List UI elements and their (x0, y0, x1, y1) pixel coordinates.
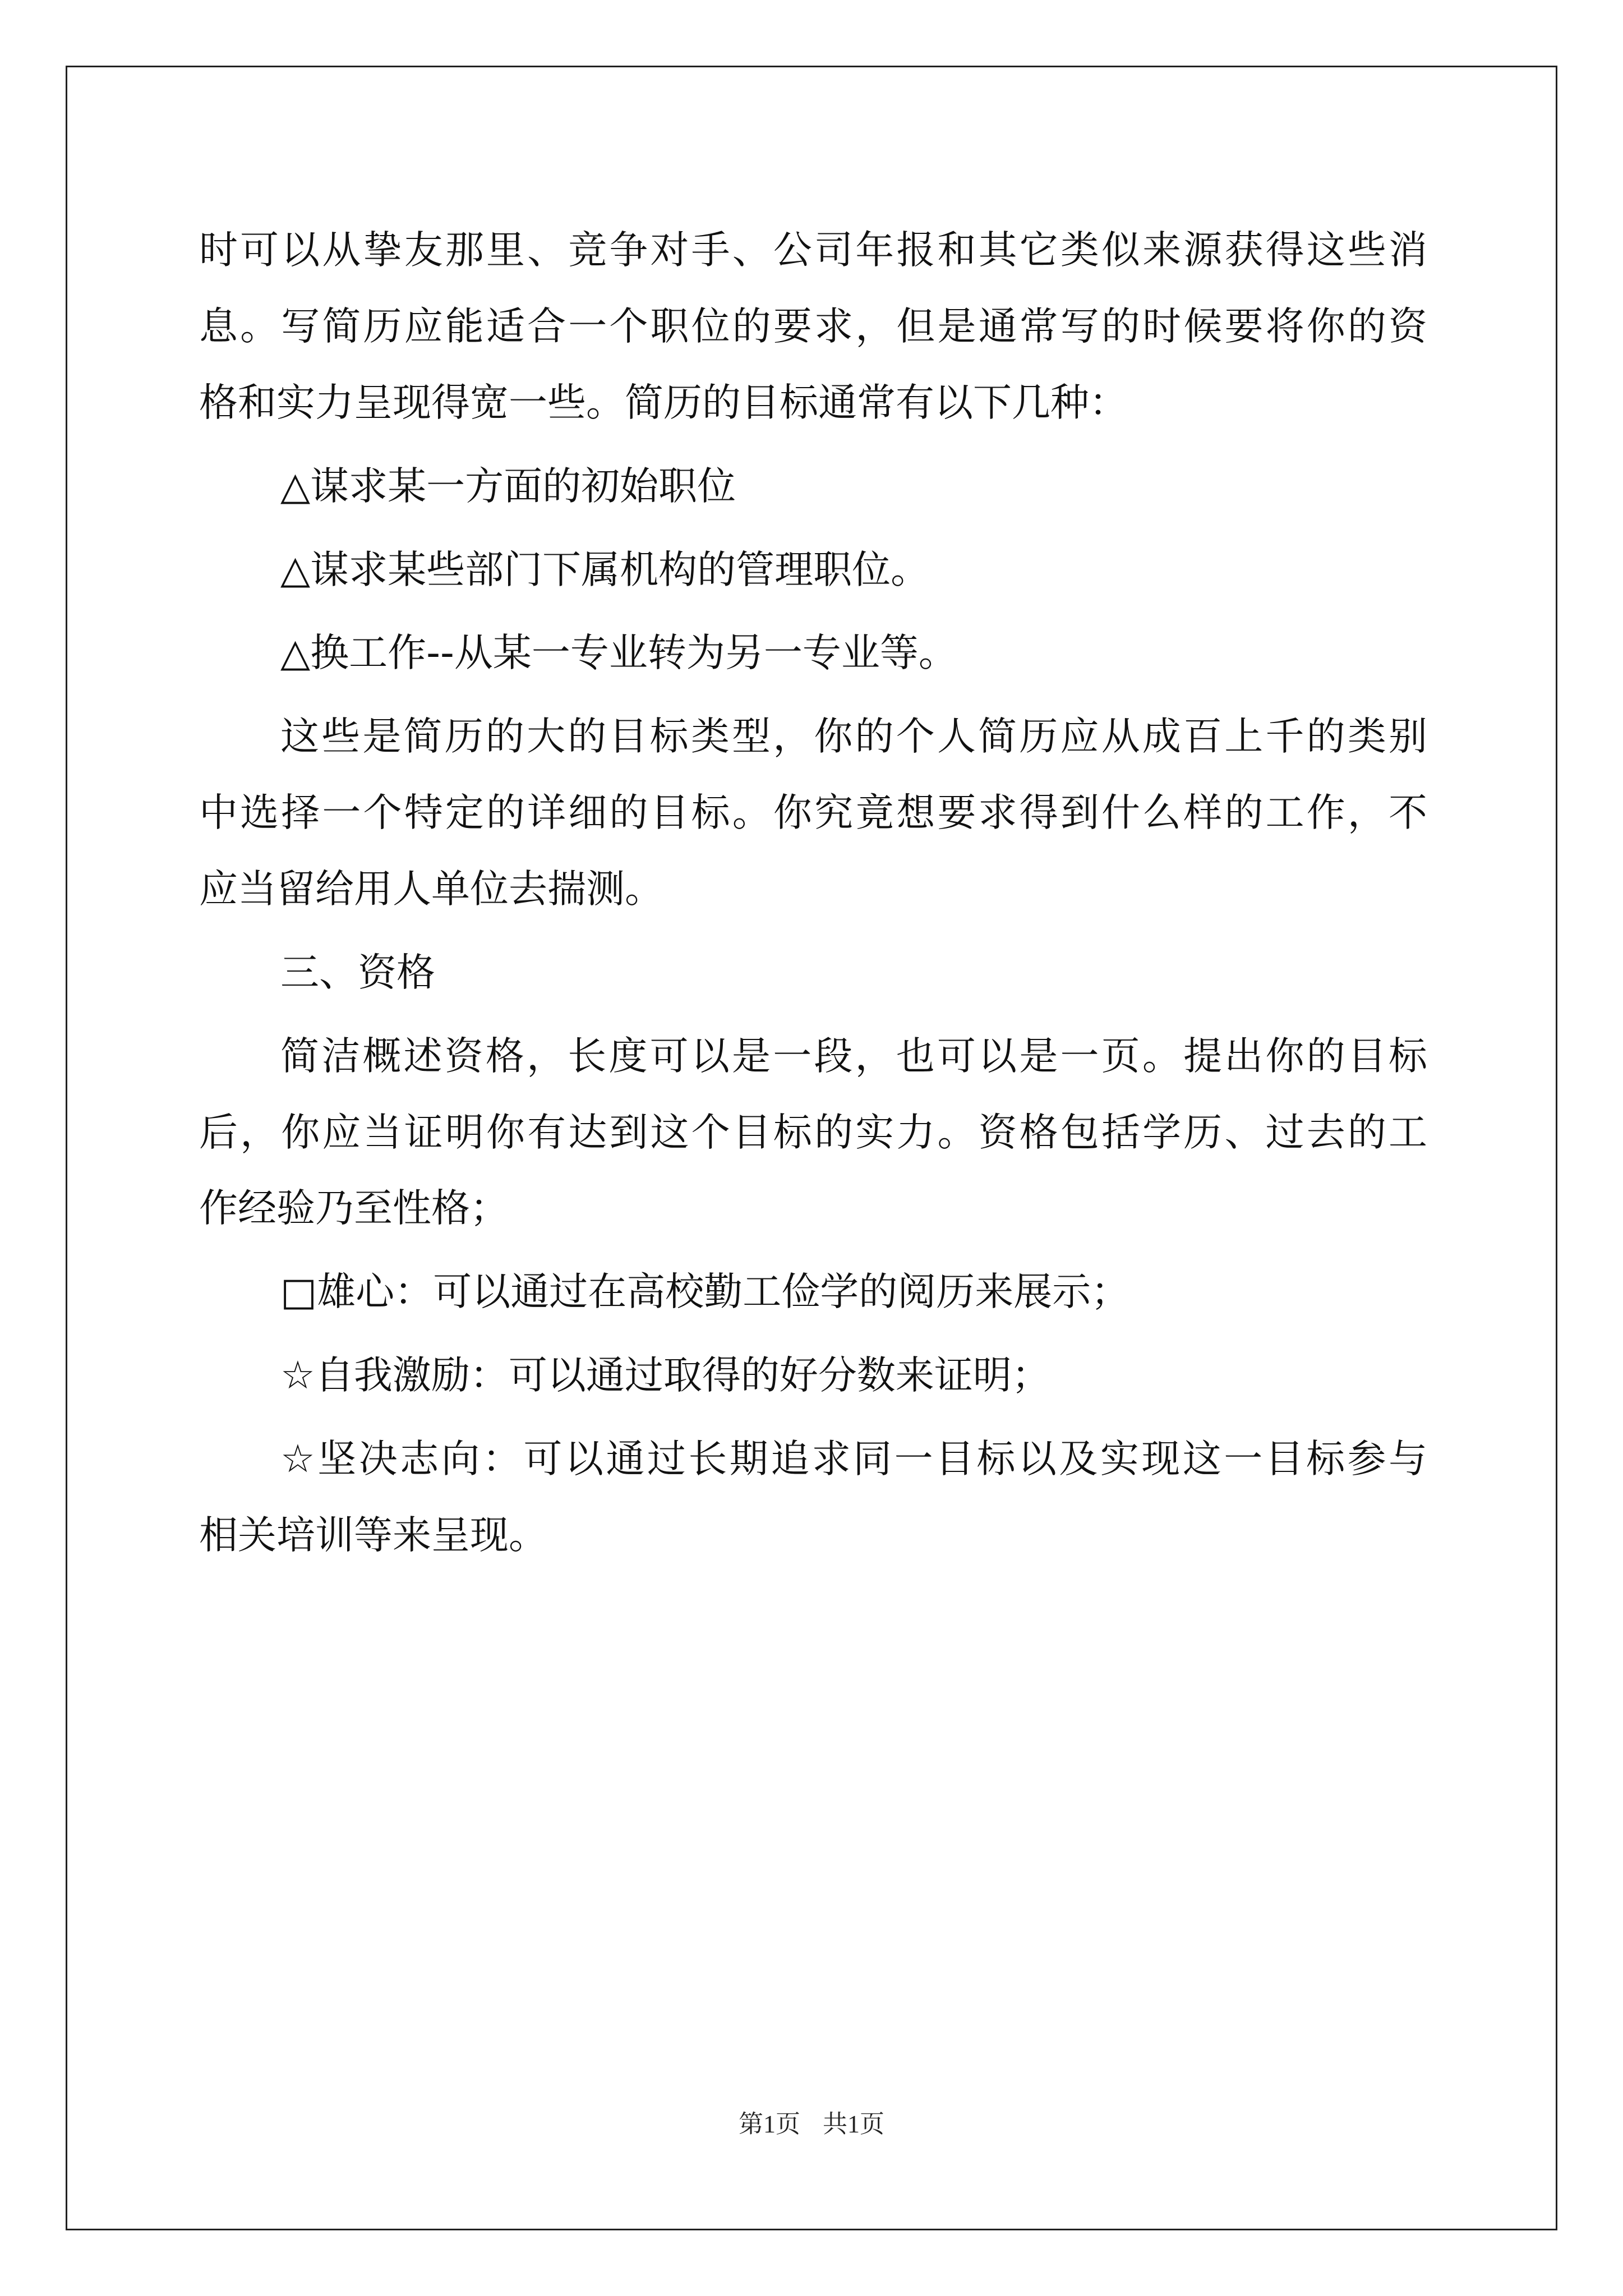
page-number: 第1页 (739, 2110, 800, 2138)
paragraph-line: 应当留给用人单位去揣测。 (199, 867, 663, 912)
page-total: 共1页 (823, 2110, 884, 2138)
paragraph-line: 息。写简历应能适合一个职位的要求，但是通常写的时候要将你的资 (199, 304, 1427, 349)
paragraph-line: 格和实力呈现得宽一些。简历的目标通常有以下几种： (199, 380, 1128, 425)
paragraph-line: 中选择一个特定的详细的目标。你究竟想要求得到什么样的工作，不 (199, 790, 1427, 835)
bullet-item: ☆坚决志向：可以通过长期追求同一目标以及实现这一目标参与 (280, 1437, 1427, 1481)
paragraph-line: 后，你应当证明你有达到这个目标的实力。资格包括学历、过去的工 (199, 1110, 1427, 1155)
bullet-item: □雄心：可以通过在高校勤工俭学的阅历来展示； (280, 1269, 1130, 1314)
page-footer (0, 2110, 1623, 2138)
section-heading: 三、资格 (280, 950, 435, 995)
bullet-item: △换工作--从某一专业转为另一专业等。 (280, 631, 957, 675)
bullet-item: △谋求某一方面的初始职位 (280, 464, 736, 509)
bullet-item: ☆自我激励：可以通过取得的好分数来证明； (280, 1353, 1050, 1398)
bullet-item: △谋求某些部门下属机构的管理职位。 (280, 547, 930, 592)
paragraph-line: 作经验乃至性格； (199, 1186, 509, 1231)
paragraph-line: 简洁概述资格，长度可以是一段，也可以是一页。提出你的目标 (280, 1034, 1427, 1079)
paragraph-line: 相关培训等来呈现。 (199, 1513, 547, 1558)
paragraph-line: 这些是简历的大的目标类型，你的个人简历应从成百上千的类别 (280, 714, 1427, 759)
paragraph-line: 时可以从挚友那里、竞争对手、公司年报和其它类似来源获得这些消 (199, 228, 1427, 273)
